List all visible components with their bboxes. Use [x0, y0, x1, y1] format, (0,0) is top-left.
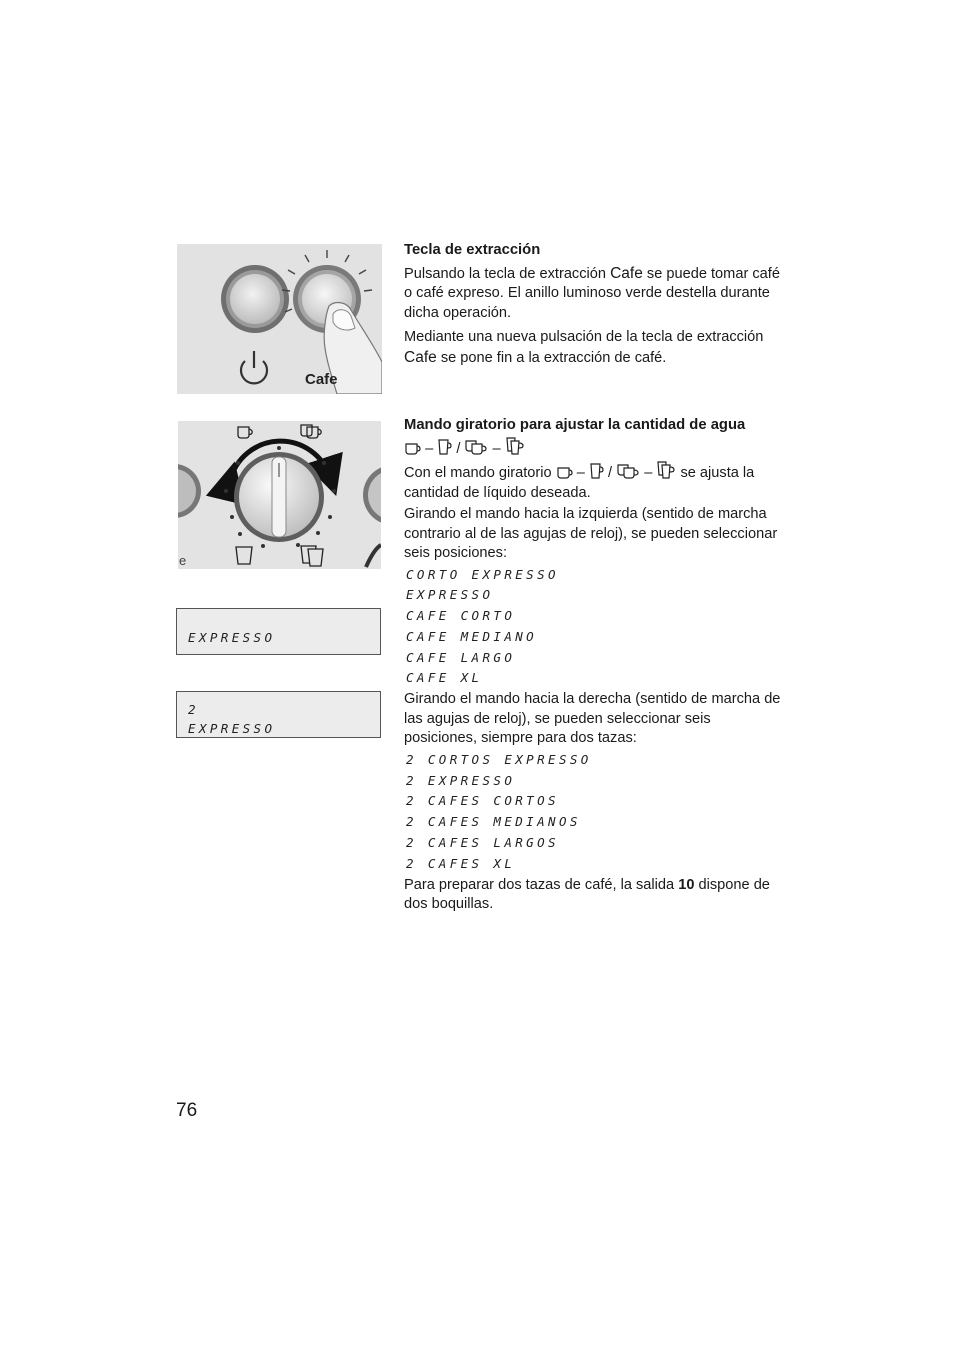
two-small-cups-icon — [616, 463, 640, 480]
left-positions-list — [404, 565, 784, 690]
tall-cup-icon — [589, 463, 604, 480]
rotary-knob-photo — [178, 421, 381, 569]
list-item: EXPRESSO — [406, 587, 494, 603]
dash: – — [425, 440, 434, 457]
tall-cup-icon — [437, 439, 452, 456]
dash: – — [492, 440, 501, 457]
paragraph: Girando el mando hacia la izquierda (sentido de marcha contrario al de las agujas de reloj), se pueden seleccionar seis posiciones: — [404, 506, 778, 561]
slash: / — [608, 465, 613, 481]
text: se ajusta la cantidad de líquido deseada. — [404, 465, 755, 501]
text: Con el mando giratorio — [404, 465, 552, 481]
paragraph — [404, 264, 784, 324]
list-item: CAFE LARGO — [406, 649, 516, 665]
list-item: 2 CORTOS EXPRESSO — [406, 751, 592, 767]
page-number: 76 — [176, 1100, 198, 1121]
section-extraction-key — [404, 241, 784, 368]
right-positions-list — [404, 750, 784, 875]
dash: – — [644, 465, 653, 481]
two-tall-cups-icon — [505, 437, 525, 456]
outlet-number: 10 — [678, 876, 695, 893]
dash: – — [576, 465, 585, 481]
two-tall-cups-icon — [656, 461, 676, 480]
list-item: 2 CAFES CORTOS — [406, 793, 559, 809]
text: se pone fin a la extracción de café. — [440, 349, 667, 366]
text: Pulsando la tecla de extracción — [404, 265, 607, 282]
label-fragment: e — [179, 553, 187, 568]
section-rotary-knob — [404, 416, 784, 915]
list-item: CORTO EXPRESSO — [406, 566, 559, 582]
display-double — [176, 691, 381, 738]
text: Mediante una nueva pulsación de la tecla de extracción — [404, 329, 764, 345]
display-line: EXPRESSO — [188, 630, 276, 645]
paragraph — [404, 876, 784, 915]
list-item: 2 EXPRESSO — [406, 772, 516, 788]
list-item: CAFE XL — [406, 670, 483, 686]
text: se puede tomar café o café expreso. El anillo luminoso verde destella durante dicha operación. — [404, 265, 780, 321]
cafe-label-photo: Cafe — [305, 371, 338, 388]
list-item: 2 CAFES MEDIANOS — [406, 814, 581, 830]
display-line: EXPRESSO — [188, 721, 276, 736]
list-item: CAFE CORTO — [406, 608, 516, 624]
text: Para preparar dos tazas de café, la salida — [404, 876, 675, 893]
text: dispone de dos boquillas. — [404, 876, 770, 913]
list-item: 2 CAFES LARGOS — [406, 834, 559, 850]
list-item: CAFE MEDIANO — [406, 628, 538, 644]
list-item: 2 CAFES XL — [406, 855, 516, 871]
key-label: Cafe — [404, 348, 437, 366]
small-cup-icon — [556, 465, 573, 480]
paragraph: Girando el mando hacia la derecha (sentido de marcha de las agujas de reloj), se pueden seleccionar seis posiciones, siempre para dos tazas: — [404, 691, 781, 747]
paragraph — [404, 328, 784, 368]
slash: / — [456, 440, 461, 457]
display-single — [176, 608, 381, 655]
small-cup-icon — [404, 441, 421, 456]
cafe-button-photo — [177, 244, 382, 394]
paragraph — [404, 461, 784, 503]
section-title: Tecla de extracción — [404, 242, 541, 258]
cup-symbols-line — [404, 437, 784, 460]
display-line: 2 — [188, 702, 199, 717]
section-title: Mando giratorio para ajustar la cantidad de agua — [404, 417, 746, 433]
key-label: Cafe — [610, 264, 643, 282]
two-small-cups-icon — [464, 439, 488, 456]
